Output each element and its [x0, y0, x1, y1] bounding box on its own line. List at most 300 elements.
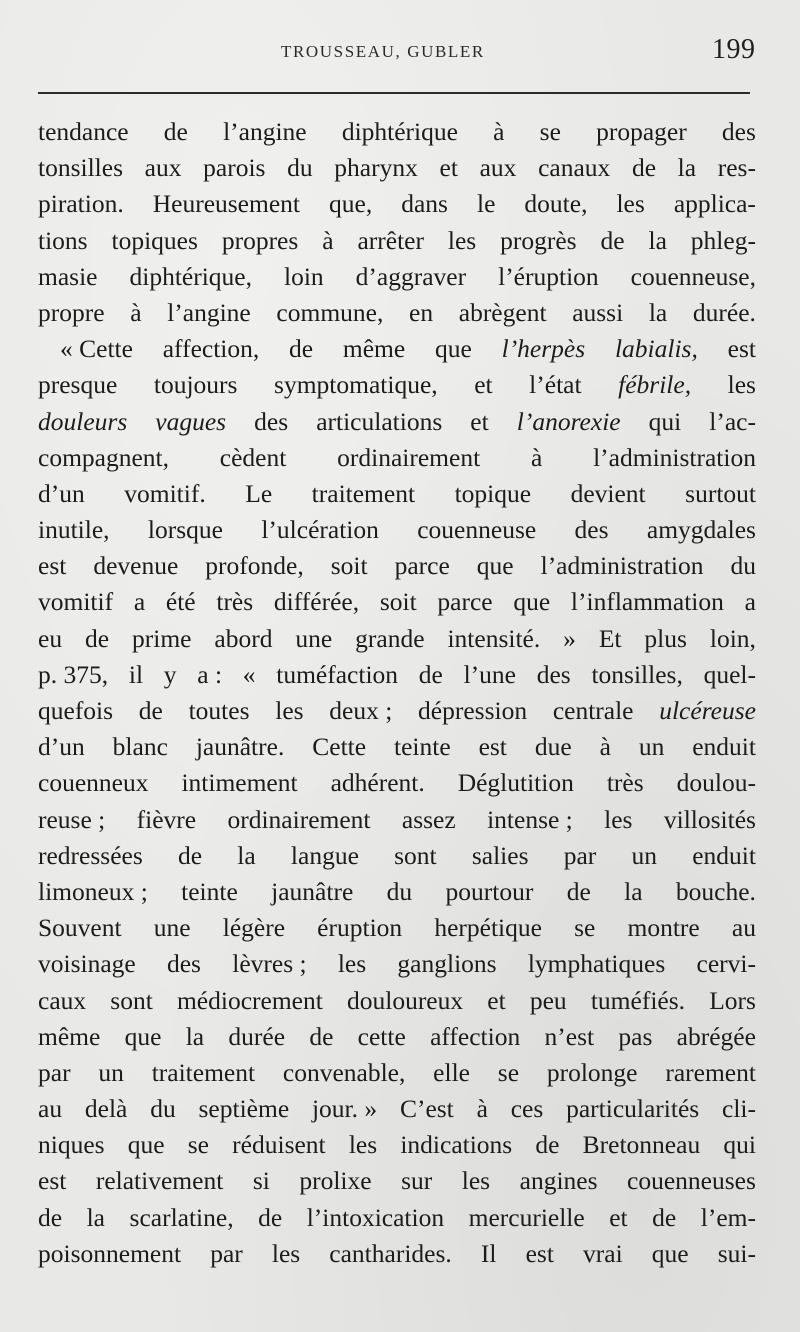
word: cli- — [722, 1094, 756, 1124]
word: couenneuses — [627, 1166, 756, 1196]
word: à — [476, 1094, 488, 1124]
word: « — [242, 659, 256, 689]
word: du — [730, 551, 756, 581]
word: des — [574, 515, 609, 545]
word: l’éruption — [498, 261, 599, 291]
word: symptomatique, — [274, 370, 438, 400]
word: par — [563, 840, 597, 870]
word: vagues — [155, 406, 227, 436]
word: n’est — [544, 1021, 595, 1051]
word: lymphatiques — [527, 949, 666, 979]
body-text — [38, 114, 756, 1272]
word: a : — [197, 659, 223, 689]
word: angines — [519, 1166, 598, 1196]
word: les — [461, 1166, 491, 1196]
word: l’anorexie — [516, 406, 621, 436]
word: enduit — [692, 840, 756, 870]
word: toujours — [153, 370, 238, 400]
text-line — [38, 512, 756, 548]
word: parois — [203, 153, 266, 183]
word: des — [254, 406, 289, 436]
text-line — [38, 1127, 756, 1163]
text-line — [38, 802, 756, 838]
word: la — [677, 153, 697, 183]
word: res- — [717, 153, 756, 183]
word: de — [535, 1130, 560, 1160]
text-line — [38, 150, 756, 186]
word: articulations — [316, 406, 443, 436]
word: éruption — [317, 913, 403, 943]
word: particularités — [566, 1094, 700, 1124]
text-line — [38, 404, 756, 440]
text-line — [38, 1055, 756, 1091]
word: diphtérique — [341, 117, 458, 146]
word: traitement — [151, 1057, 256, 1087]
word: soit — [330, 551, 368, 581]
word: applica- — [673, 189, 756, 219]
text-line — [38, 186, 756, 222]
word: l’inflammation — [570, 587, 724, 617]
word: doulou- — [676, 768, 756, 798]
word: très — [606, 768, 644, 798]
word: Heureusement — [152, 189, 300, 219]
word: et — [487, 985, 506, 1015]
word: ordinairement — [227, 804, 371, 834]
word: tonsilles, — [591, 659, 683, 689]
text-line — [38, 331, 756, 367]
word: à — [530, 442, 543, 472]
word: propres — [221, 225, 299, 255]
word: à — [322, 225, 334, 255]
word: aux — [144, 153, 182, 183]
word: en — [409, 297, 434, 327]
text-line — [38, 838, 756, 874]
word: prime — [132, 623, 192, 653]
word: inutile, — [38, 515, 110, 545]
word: jaunâtre — [271, 876, 354, 906]
text-line — [38, 114, 756, 150]
word: teinte — [394, 732, 451, 762]
word: salies — [471, 840, 529, 870]
word: l’em- — [700, 1202, 756, 1232]
word: de — [418, 659, 443, 689]
word: d’un — [38, 732, 85, 762]
word: sont — [394, 840, 437, 870]
word: dans — [401, 189, 448, 219]
word: couenneuse, — [630, 261, 756, 291]
word: par — [210, 1238, 243, 1268]
word: se — [187, 1130, 209, 1160]
word: compagnent, — [38, 442, 169, 472]
word: redressées — [38, 840, 143, 870]
word: dépression — [418, 696, 528, 725]
word: les — [447, 225, 477, 255]
word: que, — [329, 189, 373, 219]
word: les — [616, 189, 645, 219]
word: les — [348, 1130, 378, 1160]
word: de — [163, 117, 188, 146]
word: delà — [84, 1094, 128, 1124]
word: de — [566, 876, 591, 906]
word: Et — [598, 623, 622, 653]
word: même — [342, 334, 406, 364]
word: si — [252, 1166, 270, 1196]
word: et — [470, 406, 489, 436]
word: qui — [723, 1130, 756, 1160]
word: que — [476, 551, 514, 581]
word: la — [237, 840, 256, 870]
word: labialis, — [614, 334, 698, 364]
word: loin, — [709, 623, 756, 653]
word: même — [38, 1021, 101, 1051]
word: traitement — [311, 478, 416, 508]
word: par — [38, 1057, 71, 1087]
word: quefois — [38, 696, 114, 725]
word: de — [178, 840, 203, 870]
word: phleg- — [690, 225, 756, 255]
text-line — [38, 295, 756, 331]
word: centrale — [552, 696, 634, 725]
word: durée — [228, 1021, 286, 1051]
word: loin — [284, 261, 324, 291]
word: l’angine — [223, 117, 307, 146]
word: aussi — [572, 297, 624, 327]
text-line — [38, 946, 756, 982]
word: vomitif. — [124, 478, 206, 508]
word: Déglutition — [457, 768, 574, 798]
text-line — [38, 621, 756, 657]
word: est — [478, 732, 507, 762]
word: la — [648, 297, 668, 327]
word: devenue — [93, 551, 179, 581]
word: » — [563, 623, 576, 653]
word: vomitif — [38, 587, 114, 617]
word: un — [631, 840, 658, 870]
word: un — [638, 732, 665, 762]
word: l’ac- — [709, 406, 756, 436]
word: canaux — [538, 153, 611, 183]
word: que — [435, 334, 472, 364]
word: masie — [38, 261, 98, 291]
word: herpétique — [434, 913, 542, 943]
word: des — [721, 117, 756, 146]
word: due — [534, 732, 572, 762]
word: cèdent — [219, 442, 287, 472]
word: un — [98, 1057, 124, 1087]
word: tendance — [38, 117, 129, 146]
word: presque — [38, 370, 118, 400]
word: profonde, — [205, 551, 304, 581]
word: à — [130, 297, 142, 327]
word: le — [477, 189, 496, 219]
word: quel- — [703, 659, 756, 689]
word: fièvre — [136, 804, 197, 834]
text-line — [38, 1236, 756, 1272]
word: au — [38, 1094, 63, 1124]
word: grande — [355, 623, 425, 653]
word: des — [166, 949, 201, 979]
word: que — [513, 587, 551, 617]
text-line — [38, 367, 756, 403]
word: surtout — [685, 478, 756, 508]
word: se — [497, 1057, 520, 1087]
word: poisonnement — [38, 1238, 182, 1268]
word: Cette — [312, 732, 367, 762]
word: ulcéreuse — [659, 696, 756, 725]
word: cantharides. — [329, 1238, 452, 1268]
word: il — [128, 659, 144, 689]
word: de — [631, 153, 657, 183]
word: les — [271, 1238, 301, 1268]
word: pas — [618, 1021, 653, 1051]
word: médiocrement — [176, 985, 323, 1015]
word: la — [86, 1202, 105, 1232]
text-line — [38, 765, 756, 801]
word: parce — [437, 587, 493, 617]
word: l’une — [463, 659, 516, 689]
word: deux ; — [329, 696, 393, 725]
word: une — [295, 623, 333, 653]
text-line — [38, 657, 756, 693]
text-line — [38, 1019, 756, 1055]
word: d’aggraver — [355, 261, 467, 291]
word: blanc — [112, 732, 168, 762]
word: vrai — [583, 1238, 623, 1268]
word: jaunâtre. — [195, 732, 285, 762]
word: commune, — [276, 297, 384, 327]
text-line — [38, 259, 756, 295]
word: lorsque — [147, 515, 223, 545]
word: l’état — [529, 370, 582, 400]
word: Lors — [709, 985, 756, 1015]
word: lèvres ; — [232, 949, 307, 979]
word: scarlatine, — [129, 1202, 234, 1232]
page-number: 199 — [712, 34, 756, 65]
word: langue — [290, 840, 359, 870]
word: Souvent — [38, 913, 122, 943]
word: propre — [38, 297, 105, 327]
word: septième — [198, 1094, 290, 1124]
word: très — [216, 587, 254, 617]
word: voisinage — [38, 949, 136, 979]
word: est — [38, 1166, 67, 1196]
word: abord — [214, 623, 273, 653]
word: p. 375, — [38, 659, 109, 689]
word: progrès — [500, 225, 577, 255]
word: l’administration — [593, 442, 756, 472]
word: à — [493, 117, 505, 146]
text-line — [38, 874, 756, 910]
word: jour. » — [311, 1094, 378, 1124]
word: arrêter — [357, 225, 424, 255]
word: relativement — [95, 1166, 224, 1196]
word: couenneuse — [417, 515, 537, 545]
word: tonsilles — [38, 153, 124, 183]
word: de — [600, 225, 625, 255]
word: l’ulcération — [261, 515, 379, 545]
word: l’administration — [540, 551, 704, 581]
word: que — [651, 1238, 689, 1268]
word: se — [539, 117, 561, 146]
word: été — [165, 587, 196, 617]
word: niques — [38, 1130, 105, 1160]
word: amygdales — [646, 515, 756, 545]
word: devient — [570, 478, 646, 508]
text-line — [38, 476, 756, 512]
word: du — [386, 876, 413, 906]
text-line — [38, 584, 756, 620]
word: les — [275, 696, 304, 725]
running-head — [0, 30, 800, 72]
word: propager — [596, 117, 687, 146]
running-title: TROUSSEAU, GUBLER — [281, 42, 485, 61]
word: de — [652, 1202, 677, 1232]
word: tuméfaction — [276, 659, 399, 689]
text-line — [38, 223, 756, 259]
word: réduisent — [232, 1130, 326, 1160]
word: soit — [379, 587, 417, 617]
word: reuse ; — [38, 804, 106, 834]
word: tuméfiés. — [590, 985, 686, 1015]
word: piration. — [38, 189, 124, 219]
word: du — [150, 1094, 176, 1124]
text-line — [38, 1163, 756, 1199]
word: de — [258, 1202, 283, 1232]
word: Bretonneau — [582, 1130, 701, 1160]
word: et — [474, 370, 493, 400]
word: montre — [627, 913, 700, 943]
word: la — [185, 1021, 205, 1051]
word: d’un — [38, 478, 85, 508]
word: prolixe — [299, 1166, 372, 1196]
word: intense ; — [487, 804, 573, 834]
word: adhérent. — [330, 768, 425, 798]
word: de — [38, 1202, 63, 1232]
word: à — [599, 732, 611, 762]
text-line — [38, 440, 756, 476]
word: teinte — [181, 876, 238, 906]
word: la — [624, 876, 643, 906]
word: douleurs — [38, 406, 128, 436]
text-line — [38, 729, 756, 765]
word: affection — [430, 1021, 521, 1051]
word: indications — [400, 1130, 513, 1160]
word: topique — [454, 478, 532, 508]
word: cette — [357, 1021, 406, 1051]
word: « Cette — [60, 334, 133, 364]
word: assez — [401, 804, 456, 834]
word: fébrile, — [618, 370, 692, 400]
word: sont — [110, 985, 153, 1015]
word: les — [337, 949, 367, 979]
word: de — [85, 623, 110, 653]
word: diphtérique, — [129, 261, 252, 291]
word: pharynx — [334, 153, 418, 183]
word: peu — [529, 985, 567, 1015]
word: doute, — [524, 189, 588, 219]
word: la — [648, 225, 667, 255]
word: a — [133, 587, 146, 617]
word: bouche. — [675, 876, 756, 906]
word: ces — [510, 1094, 544, 1124]
word: topiques — [111, 225, 198, 255]
word: de — [309, 1021, 334, 1051]
word: elle — [433, 1057, 470, 1087]
word: au — [731, 913, 756, 943]
word: que — [124, 1021, 162, 1051]
word: prolonge — [546, 1057, 638, 1087]
word: l’intoxication — [306, 1202, 445, 1232]
word: ordinairement — [337, 442, 481, 472]
word: l’angine — [167, 297, 251, 327]
word: Le — [245, 478, 273, 508]
text-line — [38, 1200, 756, 1236]
word: eu — [38, 623, 63, 653]
word: toutes — [188, 696, 250, 725]
word: y — [163, 659, 177, 689]
word: intensité. — [447, 623, 541, 653]
word: de — [289, 334, 314, 364]
text-line — [38, 910, 756, 946]
word: et — [609, 1202, 628, 1232]
word: parce — [394, 551, 450, 581]
text-line — [38, 983, 756, 1019]
word: intimement — [181, 768, 298, 798]
word: les — [604, 804, 633, 834]
word: les — [727, 370, 756, 400]
word: l’herpès — [501, 334, 586, 364]
word: couenneux — [38, 768, 149, 798]
word: caux — [38, 985, 87, 1015]
word: plus — [644, 623, 687, 653]
word: de — [138, 696, 163, 725]
word: affection, — [162, 334, 260, 364]
word: du — [287, 153, 313, 183]
header-rule — [38, 92, 750, 94]
word: ganglions — [397, 949, 497, 979]
word: durée. — [692, 297, 756, 327]
word: tions — [38, 225, 88, 255]
word: rarement — [665, 1057, 756, 1087]
word: a — [744, 587, 756, 617]
word: est — [38, 551, 67, 581]
word: Il — [480, 1238, 497, 1268]
word: légère — [222, 913, 286, 943]
word: sur — [401, 1166, 433, 1196]
word: aux — [479, 153, 517, 183]
word: et — [439, 153, 458, 183]
word: abrègent — [458, 297, 547, 327]
word: douloureux — [346, 985, 464, 1015]
word: enduit — [692, 732, 756, 762]
word: sui- — [717, 1238, 756, 1268]
word: villosités — [663, 804, 756, 834]
word: C’est — [399, 1094, 454, 1124]
word: est — [727, 334, 756, 364]
word: convenable, — [282, 1057, 406, 1087]
word: pourtour — [445, 876, 534, 906]
word: différée, — [273, 587, 360, 617]
word: cervi- — [696, 949, 756, 979]
word: que — [127, 1130, 165, 1160]
word: limoneux ; — [38, 876, 148, 906]
text-line — [38, 1091, 756, 1127]
word: qui — [648, 406, 682, 436]
word: une — [153, 913, 191, 943]
word: se — [574, 913, 596, 943]
word: abrégée — [676, 1021, 756, 1051]
word: des — [536, 659, 571, 689]
